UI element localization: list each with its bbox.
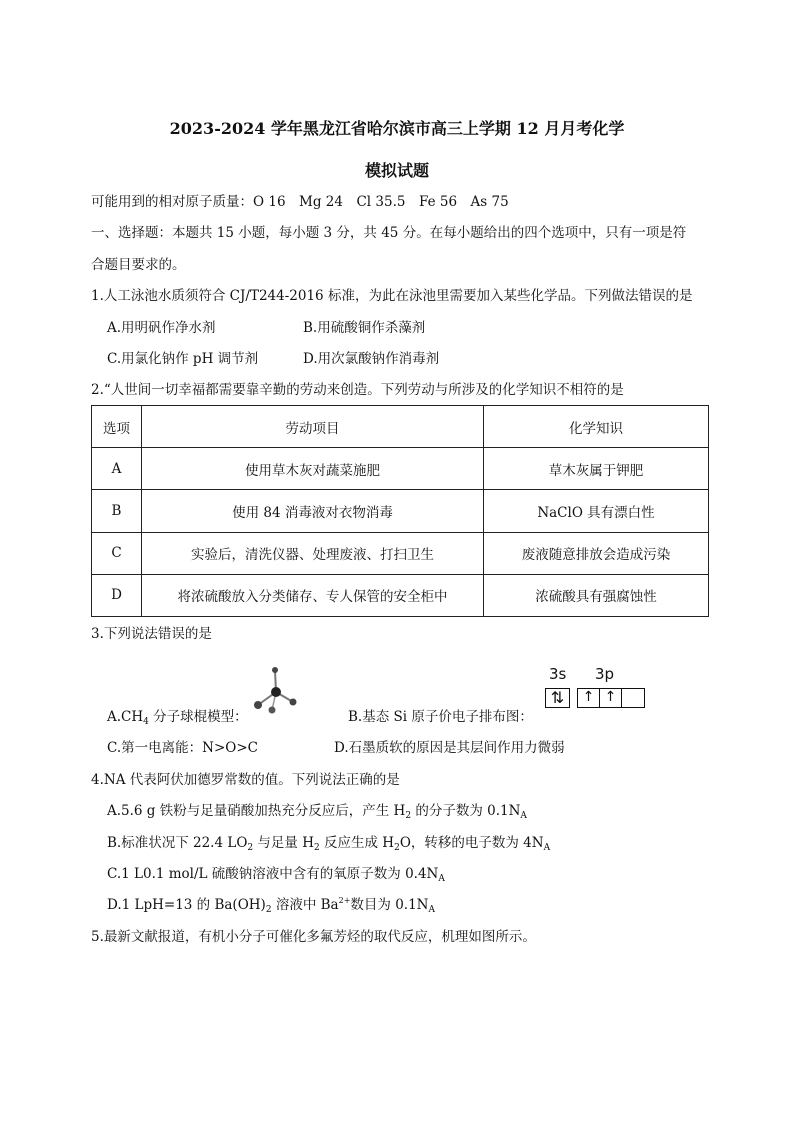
q4-stem: 4.NA 代表阿伏加德罗常数的值。下列说法正确的是 — [91, 772, 400, 788]
table-cell: 将浓硫酸放入分类储存、专人保管的安全柜中 — [142, 574, 484, 616]
orbital-box-3s — [545, 688, 570, 708]
orbital-box-3p — [577, 688, 645, 708]
q1-option-b: B.用硫酸铜作杀藻剂 — [303, 320, 426, 336]
table-cell: 浓硫酸具有强腐蚀性 — [484, 574, 709, 616]
ch4-ball-stick-model — [248, 666, 304, 716]
table-row — [92, 574, 709, 616]
table-cell: B — [92, 490, 142, 532]
q2-table — [91, 405, 709, 617]
q5-stem: 5.最新文献报道，有机小分子可催化多氟芳烃的取代反应，机理如图所示。 — [91, 929, 536, 945]
q3-option-b: B.基态 Si 原子价电子排布图： — [348, 709, 533, 725]
q1-option-a: A.用明矾作净水剂 — [107, 320, 216, 336]
q4-option-d: D.1 LpH=13 的 $Ba(OH)_2$ 溶液中 $Ba^{2+}$数目为 $0.1N_A$ — [107, 896, 435, 915]
q2-stem: 2.“人世间一切幸福都需要靠辛勤的劳动来创造。下列劳动与所涉及的化学知识不相符的是 — [91, 382, 624, 398]
orbital-arrow-pair: ⇅ — [550, 688, 565, 707]
table-cell: 使用 84 消毒液对衣物消毒 — [142, 490, 484, 532]
q3-option-a — [107, 709, 248, 725]
title-line-2: 模拟试题 — [364, 161, 429, 180]
table-cell: 废液随意排放会造成污染 — [484, 532, 709, 574]
orbital-label-3p: 3p — [595, 665, 615, 683]
table-cell: C — [92, 532, 142, 574]
orbital-arrow-up: ↑ — [578, 689, 600, 707]
table-row — [92, 490, 709, 532]
table-cell: 使用草木灰对蔬菜施肥 — [142, 448, 484, 490]
q3-stem: 3.下列说法错误的是 — [91, 626, 212, 642]
table-cell: 草木灰属于钾肥 — [484, 448, 709, 490]
table-cell: A — [92, 448, 142, 490]
q3-option-d: D.石墨质软的原因是其层间作用力微弱 — [334, 740, 565, 756]
table-cell: D — [92, 574, 142, 616]
table-cell: NaClO 具有漂白性 — [484, 490, 709, 532]
q1-option-d: D.用次氯酸钠作消毒剂 — [303, 351, 440, 367]
table-header: 选项 — [92, 406, 142, 448]
q1-option-c: C.用氯化钠作 pH 调节剂 — [107, 351, 259, 367]
q4-option-b: B.标准状况下 22.4 $LO_2$ 与足量 $H_2$ 反应生成 $H_2O$，转移的电子数为 $4N_A$ — [107, 835, 551, 853]
title-line-1: 2023-2024 学年黑龙江省哈尔滨市高三上学期 12 月月考化学 — [169, 119, 625, 138]
table-header-row — [92, 406, 709, 448]
section-1-line-1: 一、选择题：本题共 15 小题，每小题 3 分，共 45 分。在每小题给出的四个选项中，只有一项是符 — [91, 225, 687, 241]
table-header: 化学知识 — [484, 406, 709, 448]
q4-option-a: A.5.6 g 铁粉与足量硝酸加热充分反应后，产生 $H_2$ 的分子数为 $0.1N_A$ — [107, 803, 527, 821]
q3-option-a-sub: 4 — [143, 717, 149, 727]
q3-option-c: C.第一电离能：N>O>C — [107, 740, 258, 756]
q4-option-c: C.1 L0.1 mol/L 硫酸钠溶液中含有的氧原子数为 $0.4N_A$ — [107, 866, 445, 884]
q3-option-a-post: 分子球棍模型： — [148, 709, 248, 725]
atomic-masses: 可能用到的相对原子质量：O 16 Mg 24 Cl 35.5 Fe 56 As 75 — [91, 194, 509, 210]
orbital-empty — [622, 689, 644, 707]
table-row — [92, 532, 709, 574]
table-row — [92, 448, 709, 490]
orbital-label-3s: 3s — [549, 665, 567, 683]
section-1-line-2: 合题目要求的。 — [91, 257, 186, 273]
table-cell: 实验后，清洗仪器、处理废液、打扫卫生 — [142, 532, 484, 574]
q1-stem: 1.人工泳池水质须符合 CJ/T244-2016 标准，为此在泳池里需要加入某些化学品。下列做法错误的是 — [91, 288, 693, 304]
q3-option-a-text: A.CH — [107, 709, 144, 725]
table-header: 劳动项目 — [142, 406, 484, 448]
orbital-arrow-up: ↑ — [600, 689, 622, 707]
